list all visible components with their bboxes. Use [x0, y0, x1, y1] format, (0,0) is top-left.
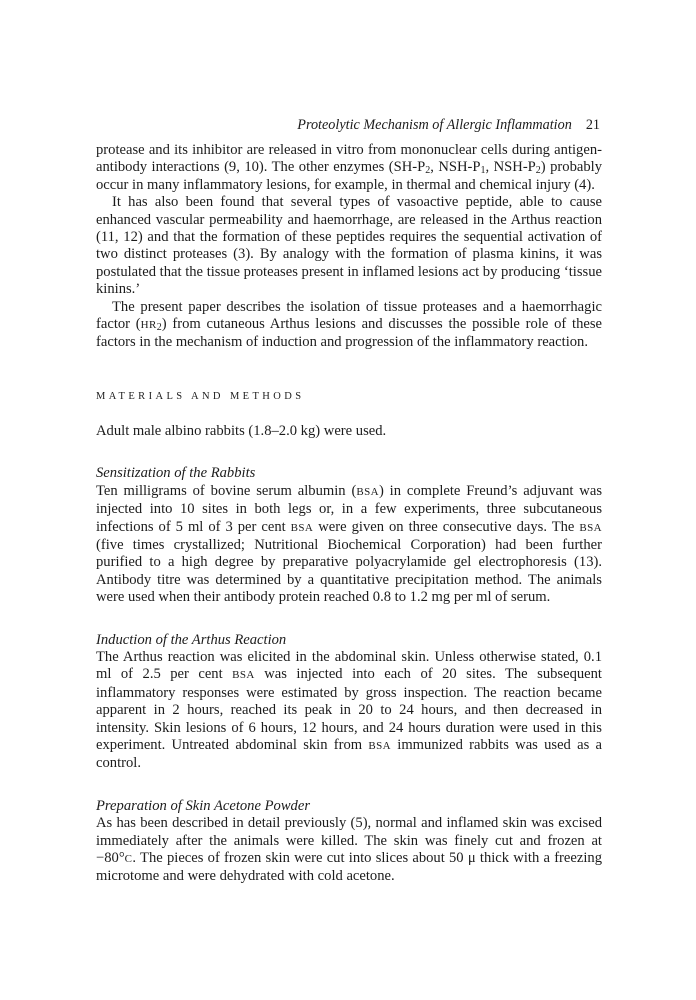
subsection-body-acetone — [96, 815, 602, 886]
abbreviation: BSA — [368, 739, 392, 752]
subscript: 2 — [156, 322, 162, 334]
subsection-body-sensitization — [96, 483, 602, 607]
text-run: (five times crystallized; Nutritional Biochemical Corporation) had been further purified to a high degree by preparative polyacrylamide gel electrophoresis (13). Antibody titre was determined by a quantitative precipitation method. The animals were used when their antibody protein reached 0.8 to 1.2 mg per ml of serum. — [96, 536, 602, 606]
paragraph-2: It has also been found that several types of vasoactive peptide, able to cause enhanced vascular permeability and haemorrhage, are released in the Arthus reaction (11, 12) and that the formation of these peptides requires the sequential activation of two distinct proteases (3). By analogy with the formation of plasma kinins, it was postulated that the tissue proteases present in inflamed lesions act by producing ‘tissue kinins.’ — [96, 194, 602, 298]
materials-intro: Adult male albino rabbits (1.8–2.0 kg) were used. — [96, 422, 387, 439]
text-run: immunized rabbits was used as a control. — [96, 736, 602, 772]
text-run: protease and its inhibitor are released in vitro from mononuclear cells during antigen-antibody interactions (9, 10). The other enzymes (SH-P — [96, 142, 602, 176]
subscript: 1 — [480, 165, 486, 177]
abbreviation: BSA — [579, 521, 602, 534]
subscript: 2 — [425, 165, 431, 177]
text-run: ) in complete Freund’s adjuvant was injected into 10 sites in both legs or, in a few experiments, three subcutaneous infections of 5 ml of 3 per cent — [96, 482, 603, 535]
running-head-title: Proteolytic Mechanism of Allergic Inflammation — [297, 117, 572, 133]
paragraph-1 — [96, 142, 602, 194]
text-run: As has been described in detail previously (5), normal and inflamed skin was excised immediately after the animals were killed. The skin was finely cut and frozen at −80° — [96, 815, 602, 866]
text-run: were given on three consecutive days. The — [313, 518, 580, 535]
text-run: ) from cutaneous Arthus lesions and discusses the possible role of these factors in the mechanism of induction and progression of the inflammatory reaction. — [96, 316, 603, 351]
section-heading: MATERIALS AND METHODS — [96, 390, 305, 402]
paragraph-3 — [96, 299, 602, 352]
body-text — [96, 142, 602, 886]
text-run: , NSH-P — [430, 159, 481, 176]
text-run: , NSH-P — [485, 159, 536, 176]
text-run: . The pieces of frozen skin were cut into slices about 50 μ thick with a freezing microtome and were dehydrated with cold acetone. — [96, 850, 602, 885]
subsection-heading-sensitization: Sensitization of the Rabbits — [96, 465, 256, 482]
text-run: was injected into each of 20 sites. The subsequent inflammatory responses were estimated by gross inspection. The reaction became apparent in 2 hours, reached its peak in 20 to 24 hours, and then decreased in intensity. Skin lesions of 6 hours, 12 hours, and 24 hours duration were used in this experiment. Untreated abdominal skin from — [96, 666, 602, 753]
subscript: 2 — [535, 165, 541, 177]
abbreviation: HR — [140, 319, 157, 332]
subsection-heading-induction: Induction of the Arthus Reaction — [96, 631, 287, 648]
abbreviation: BSA — [356, 485, 379, 498]
page-number: 21 — [585, 117, 600, 133]
unit-abbreviation: C — [124, 853, 133, 865]
text-run: ) probably occur in many inflammatory lesions, for example, in thermal and chemical injury (4). — [96, 159, 602, 193]
abbreviation: BSA — [290, 521, 314, 534]
running-head — [297, 116, 600, 134]
text-run: The present paper describes the isolation of tissue proteases and a haemorrhagic factor ( — [96, 298, 602, 333]
subsection-body-induction — [96, 649, 602, 773]
text-run: Ten milligrams of bovine serum albumin ( — [96, 482, 357, 499]
abbreviation: BSA — [232, 669, 255, 682]
subsection-heading-acetone: Preparation of Skin Acetone Powder — [96, 797, 311, 814]
text-run: The Arthus reaction was elicited in the abdominal skin. Unless otherwise stated, 0.1 ml of 2.5 per cent — [96, 648, 602, 683]
